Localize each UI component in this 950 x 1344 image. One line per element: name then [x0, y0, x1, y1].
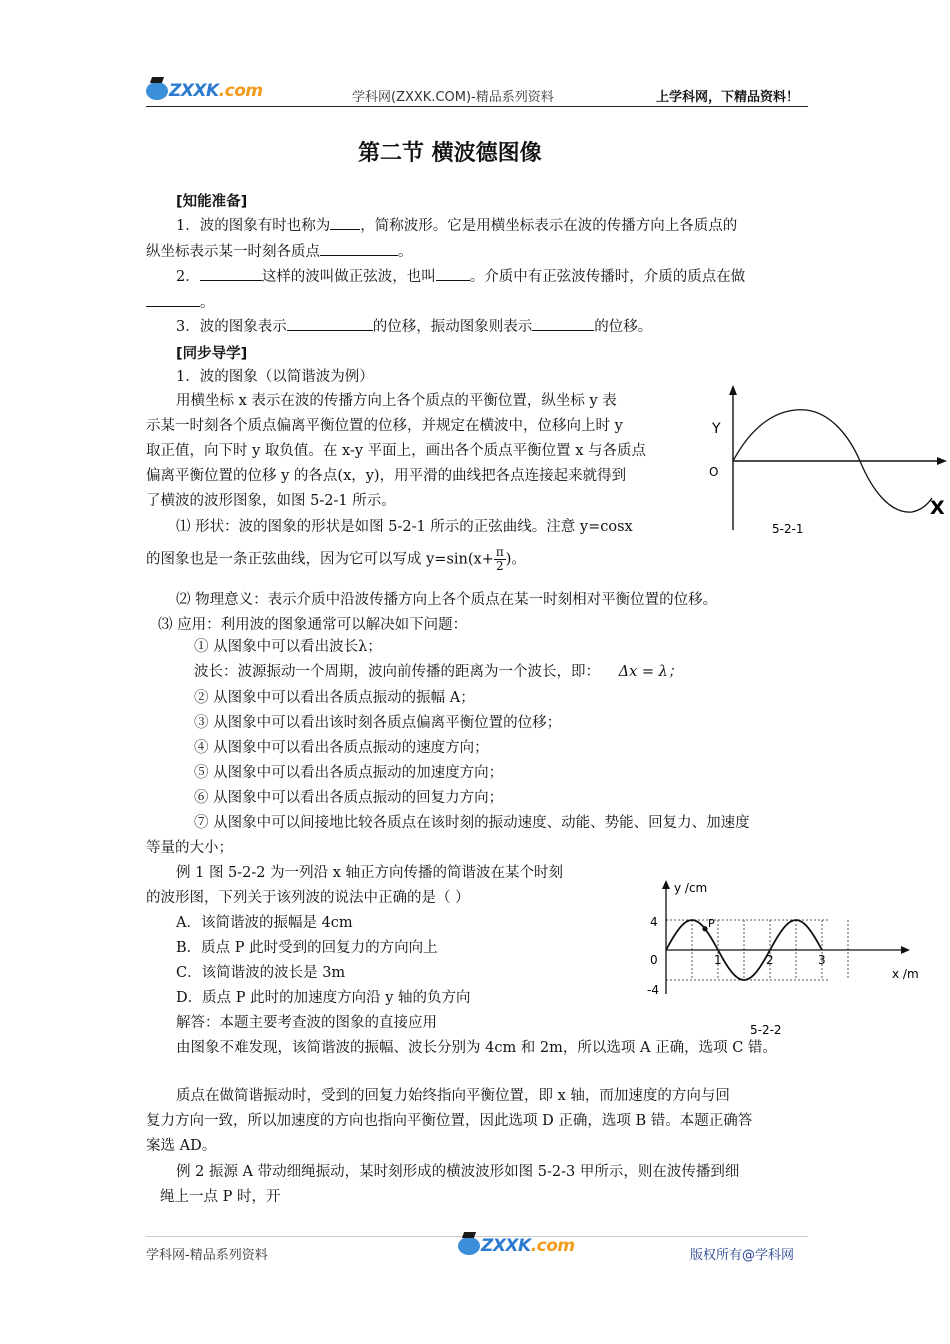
fig2-tick-minus-4: -4: [647, 983, 659, 997]
example-2-line-1: 例 2 振源 A 带动细绳振动，某时刻形成的横波波形如图 5-2-3 甲所示，则在波传播到细: [176, 1164, 740, 1180]
example-1-answer-line-3: 质点在做简谐振动时，受到的回复力始终指向平衡位置，即 x 轴，而加速度的方向与回: [176, 1088, 730, 1104]
figure-5-2-2: [640, 872, 940, 1042]
fig1-caption: 5-2-1: [772, 522, 804, 536]
fig2-point-p: [702, 926, 707, 931]
application-4: ④ 从图象中可以看出各质点振动的速度方向；: [194, 740, 489, 756]
fig1-x-label: X: [930, 497, 945, 519]
paragraph-1-line-2: 示某一时刻各个质点偏离平衡位置的位移，并规定在横波中，位移向上时 y: [146, 418, 623, 434]
footer-left-text: 学科网-精品系列资料: [146, 1248, 268, 1263]
example-1-option-a: A．该简谐波的振幅是 4cm: [176, 915, 353, 931]
paragraph-2-line-1: ⑴ 形状：波的图象的形状是如图 5-2-1 所示的正弦曲线。注意 y=cosx: [176, 519, 633, 535]
question-3: 3．波的图象表示 的位移，振动图象则表示 的位移。: [176, 316, 652, 337]
example-1-answer-line-4: 复力方向一致，所以加速度的方向也指向平衡位置，因此选项 D 正确，选项 B 错。本题正确答: [146, 1113, 753, 1129]
question-1-line-1: 1．波的图象有时也称为 ，简称波形。它是用横坐标表示在波的传播方向上各质点的: [176, 215, 737, 236]
example-1-option-c: C．该简谐波的波长是 3m: [176, 965, 346, 981]
fig2-y-label: y /cm: [674, 881, 708, 895]
application-1-detail: 波长：波源振动一个周期，波向前传播的距离为一个波长，即： Δx = λ；: [194, 664, 683, 680]
example-1-option-d: D．质点 P 此时的加速度方向沿 y 轴的负方向: [176, 990, 471, 1006]
fig1-y-label: Y: [712, 421, 721, 437]
paragraph-3: ⑵ 物理意义：表示介质中沿波传播方向上各个质点在某一时刻相对平衡位置的位移。: [176, 592, 718, 608]
fig1-y-arrow-icon: [729, 385, 737, 395]
footer-right-text: 版权所有@学科网: [690, 1248, 795, 1263]
example-1-answer-line-5: 案选 AD。: [146, 1138, 217, 1154]
footer-logo-icon: [458, 1237, 480, 1255]
header-logo: ZXXK.com: [146, 81, 263, 101]
example-2-line-2: 绳上一点 P 时，开: [160, 1189, 281, 1205]
paragraph-1-line-3: 取正值，向下时 y 取负值。在 x-y 平面上，画出各个质点平衡位置 x 与各质点: [146, 443, 647, 459]
pi-over-2-fraction: $\frac{\pi}{2}$: [495, 545, 504, 573]
example-1-answer-line-2: 由图象不难发现，该简谐波的振幅、波长分别为 4cm 和 2m，所以选项 A 正确，选项 C 错。: [176, 1040, 777, 1056]
example-1-line-1: 例 1 图 5-2-2 为一列沿 x 轴正方向传播的简谐波在某个时刻: [176, 865, 564, 881]
question-1-line-2: 纵坐标表示某一时刻各质点 。: [146, 241, 413, 262]
fig2-y-arrow-icon: [662, 880, 670, 889]
paragraph-1-line-5: 了横波的波形图象，如图 5-2-1 所示。: [146, 493, 396, 509]
fig2-tick-x-2: 2: [766, 953, 774, 967]
application-3: ③ 从图象中可以看出该时刻各质点偏离平衡位置的位移；: [194, 715, 562, 731]
header-right-text: 上学科网，下精品资料！: [656, 90, 800, 105]
fig2-tick-0: 0: [650, 953, 658, 967]
header-rule: [146, 106, 808, 107]
question-2-line-1: 2． 这样的波叫做正弦波，也叫 。介质中有正弦波传播时，介质的质点在做: [176, 266, 745, 287]
fig2-x-arrow-icon: [901, 946, 910, 954]
figure-5-2-1: [700, 380, 950, 540]
application-6: ⑥ 从图象中可以看出各质点振动的回复力方向；: [194, 790, 504, 806]
footer-logo: ZXXK.com: [458, 1236, 575, 1256]
section-heading-guide: [同步导学]: [176, 346, 248, 362]
fig1-x-arrow-icon: [937, 457, 947, 465]
application-2: ② 从图象中可以看出各质点振动的振幅 A；: [194, 690, 475, 706]
fig2-tick-x-1: 1: [714, 953, 722, 967]
fig2-x-label: x /m: [892, 967, 919, 981]
page-title: 第二节 横波德图像: [358, 141, 542, 166]
fig1-origin-label: O: [709, 465, 719, 479]
subsection-title: 1．波的图象（以简谐波为例）: [176, 369, 374, 385]
fig2-tick-4: 4: [650, 915, 658, 929]
application-5: ⑤ 从图象中可以看出各质点振动的加速度方向；: [194, 765, 504, 781]
header-center-text: 学科网(ZXXK.COM)-精品系列资料: [352, 90, 554, 105]
paragraph-2-line-2: 的图象也是一条正弦曲线，因为它可以写成 y=sin(x+ $\frac{\pi}{2}$ )。: [146, 545, 526, 573]
example-1-option-b: B．质点 P 此时受到的回复力的方向向上: [176, 940, 438, 956]
logo-icon: [146, 82, 168, 100]
section-heading-prep: [知能准备]: [176, 194, 248, 210]
paragraph-4: ⑶ 应用：利用波的图象通常可以解决如下问题：: [158, 617, 468, 633]
paragraph-1-line-4: 偏离平衡位置的位移 y 的各点(x，y)，用平滑的曲线把各点连接起来就得到: [146, 468, 627, 484]
application-7-line-1: ⑦ 从图象中可以间接地比较各质点在该时刻的振动速度、动能、势能、回复力、加速度: [194, 815, 750, 831]
fig2-caption: 5-2-2: [750, 1023, 782, 1037]
example-1-line-2: 的波形图，下列关于该列波的说法中正确的是（ ）: [146, 890, 470, 906]
application-7-line-2: 等量的大小；: [146, 840, 233, 856]
paragraph-1-line-1: 用横坐标 x 表示在波的传播方向上各个质点的平衡位置，纵坐标 y 表: [176, 393, 617, 409]
application-1: ① 从图象中可以看出波长λ；: [194, 639, 382, 655]
fig2-point-label: P: [708, 916, 715, 930]
fig2-tick-x-3: 3: [818, 953, 826, 967]
question-2-line-2: 。: [146, 292, 215, 313]
example-1-answer-line-1: 解答：本题主要考查波的图象的直接应用: [176, 1015, 437, 1031]
